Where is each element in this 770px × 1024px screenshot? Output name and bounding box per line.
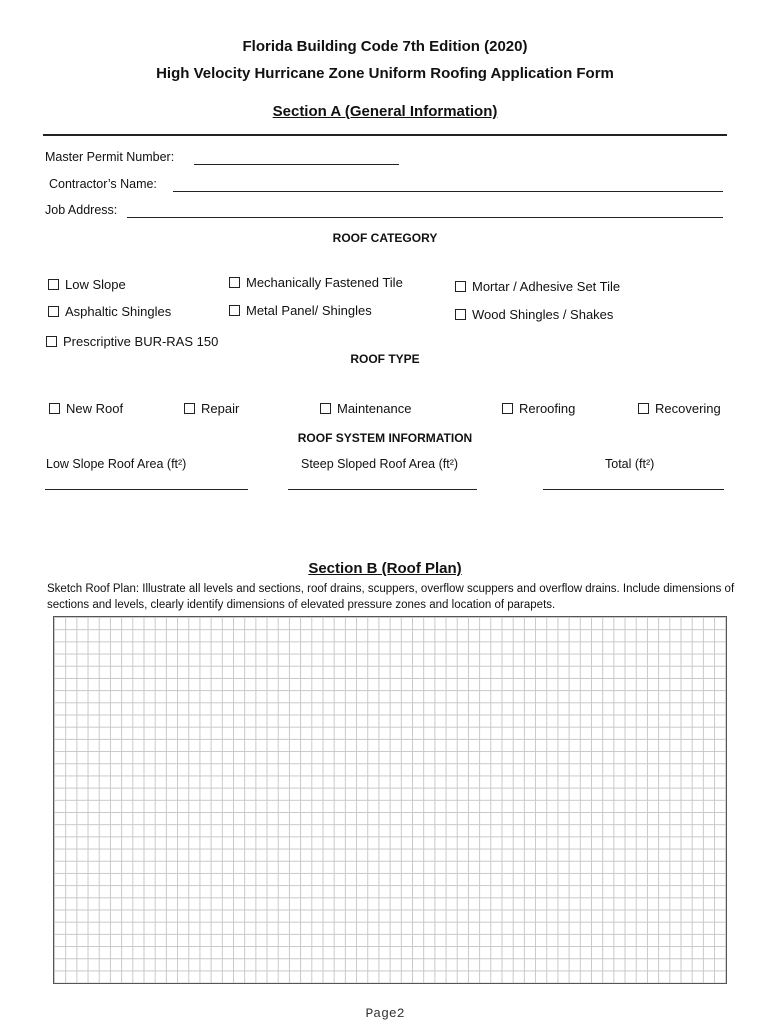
checkbox[interactable] (229, 277, 240, 288)
checkbox[interactable] (49, 403, 60, 414)
category-metal-panel[interactable]: Metal Panel/ Shingles (229, 303, 372, 318)
roof-category-heading: ROOF CATEGORY (332, 231, 438, 245)
contractor-name-field[interactable] (173, 191, 723, 192)
total-area-field[interactable] (543, 489, 724, 490)
category-mortar-adhesive-tile[interactable]: Mortar / Adhesive Set Tile (455, 279, 620, 294)
checkbox[interactable] (48, 306, 59, 317)
checkbox[interactable] (455, 309, 466, 320)
checkbox[interactable] (638, 403, 649, 414)
master-permit-field[interactable] (194, 164, 399, 165)
category-wood-shingles[interactable]: Wood Shingles / Shakes (455, 307, 613, 322)
page-number: Page2 (365, 1006, 405, 1021)
total-area-label: Total (ft²) (605, 457, 655, 471)
type-recovering[interactable]: Recovering (638, 401, 721, 416)
checkbox[interactable] (184, 403, 195, 414)
section-b-heading: Section B (Roof Plan) (308, 560, 462, 577)
contractor-name-label: Contractor’s Name: (49, 177, 157, 191)
form-title-line2: High Velocity Hurricane Zone Uniform Roofing Application Form (156, 65, 614, 82)
type-new-roof[interactable]: New Roof (49, 401, 123, 416)
checkbox[interactable] (48, 279, 59, 290)
checkbox[interactable] (502, 403, 513, 414)
checkbox[interactable] (320, 403, 331, 414)
checkbox[interactable] (46, 336, 57, 347)
master-permit-label: Master Permit Number: (45, 150, 175, 164)
roof-plan-sketch-grid[interactable] (53, 616, 727, 984)
job-address-label: Job Address: (45, 203, 118, 217)
type-repair[interactable]: Repair (184, 401, 239, 416)
checkbox[interactable] (455, 281, 466, 292)
roof-plan-instructions: Sketch Roof Plan: Illustrate all levels and sections, roof drains, scuppers, overflow scuppers and overflow drains. Include dimensions of sections and levels, clearly identify dimensions of elevated pressure zones and location of parapets. (47, 583, 735, 611)
checkbox[interactable] (229, 305, 240, 316)
job-address-field[interactable] (127, 217, 723, 218)
category-low-slope[interactable]: Low Slope (48, 277, 126, 292)
low-slope-area-field[interactable] (45, 489, 248, 490)
section-divider (43, 134, 727, 136)
low-slope-area-label: Low Slope Roof Area (ft²) (46, 457, 187, 471)
roof-type-heading: ROOF TYPE (350, 352, 420, 366)
section-a-heading: Section A (General Information) (272, 103, 498, 120)
category-asphaltic-shingles[interactable]: Asphaltic Shingles (48, 304, 171, 319)
type-maintenance[interactable]: Maintenance (320, 401, 411, 416)
steep-slope-area-label: Steep Sloped Roof Area (ft²) (301, 457, 459, 471)
roof-system-heading: ROOF SYSTEM INFORMATION (297, 431, 473, 445)
category-prescriptive-bur[interactable]: Prescriptive BUR-RAS 150 (46, 334, 218, 349)
steep-slope-area-field[interactable] (288, 489, 477, 490)
category-mech-fastened-tile[interactable]: Mechanically Fastened Tile (229, 275, 403, 290)
type-reroofing[interactable]: Reroofing (502, 401, 575, 416)
form-title-line1: Florida Building Code 7th Edition (2020) (242, 38, 528, 55)
